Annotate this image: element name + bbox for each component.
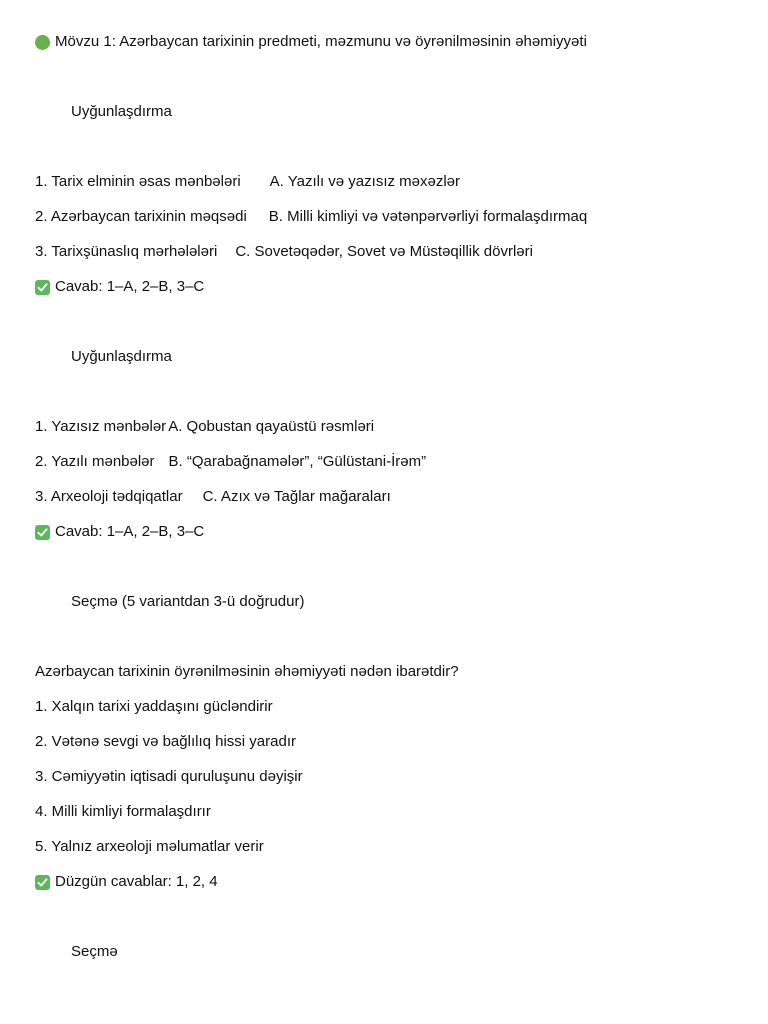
match-left: 1. Yazısız mənbələr [35, 418, 167, 435]
match-left: 3. Tarixşünaslıq mərhələləri [35, 243, 218, 260]
topic-title: Mövzu 1: Azərbaycan tarixinin predmeti, məzmunu və öyrənilməsinin əhəmiyyəti [55, 33, 587, 50]
topic-title-line [35, 32, 587, 52]
answer-line [35, 522, 204, 542]
match-row [35, 172, 460, 192]
option-item: 3. Cəmiyyətin iqtisadi quruluşunu dəyişir [35, 768, 303, 785]
check-icon [35, 525, 50, 540]
answer-text: Cavab: 1–A, 2–B, 3–C [55, 523, 205, 540]
match-row [35, 242, 533, 262]
question-text: Azərbaycan tarixinin öyrənilməsinin əhəmiyyəti nədən ibarətdir? [35, 663, 459, 680]
match-row [35, 207, 587, 227]
match-right: A. Yazılı və yazısız məxəzlər [269, 173, 460, 190]
green-circle-icon [35, 35, 50, 50]
option-item: 4. Milli kimliyi formalaşdırır [35, 803, 211, 820]
match-left: 1. Tarix elminin əsas mənbələri [35, 173, 241, 190]
match-right: B. Milli kimliyi və vətənpərvərliyi formalaşdırmaq [268, 208, 588, 225]
section-heading: Seçmə [71, 943, 118, 960]
option-item: 5. Yalnız arxeoloji məlumatlar verir [35, 838, 264, 855]
match-row [35, 452, 426, 472]
match-right: C. Sovetəqədər, Sovet və Müstəqillik dövrləri [235, 243, 533, 260]
check-icon [35, 280, 50, 295]
match-right: C. Azıx və Tağlar mağaraları [202, 488, 391, 505]
answer-line [35, 277, 204, 297]
match-right: B. “Qarabağnamələr”, “Gülüstani-İrəm” [168, 453, 427, 470]
answer-line [35, 872, 218, 892]
check-icon [35, 875, 50, 890]
match-row [35, 417, 374, 437]
match-right: A. Qobustan qayaüstü rəsmləri [168, 418, 375, 435]
match-left: 2. Azərbaycan tarixinin məqsədi [35, 208, 247, 225]
option-item: 1. Xalqın tarixi yaddaşını gücləndirir [35, 698, 273, 715]
answer-text: Düzgün cavablar: 1, 2, 4 [55, 873, 218, 890]
match-left: 2. Yazılı mənbələr [35, 453, 155, 470]
section-heading: Seçmə (5 variantdan 3-ü doğrudur) [71, 593, 305, 610]
match-row [35, 487, 391, 507]
section-heading: Uyğunlaşdırma [71, 348, 172, 365]
option-item: 2. Vətənə sevgi və bağlılıq hissi yaradır [35, 733, 296, 750]
section-heading: Uyğunlaşdırma [71, 103, 172, 120]
match-left: 3. Arxeoloji tədqiqatlar [35, 488, 183, 505]
answer-text: Cavab: 1–A, 2–B, 3–C [55, 278, 205, 295]
